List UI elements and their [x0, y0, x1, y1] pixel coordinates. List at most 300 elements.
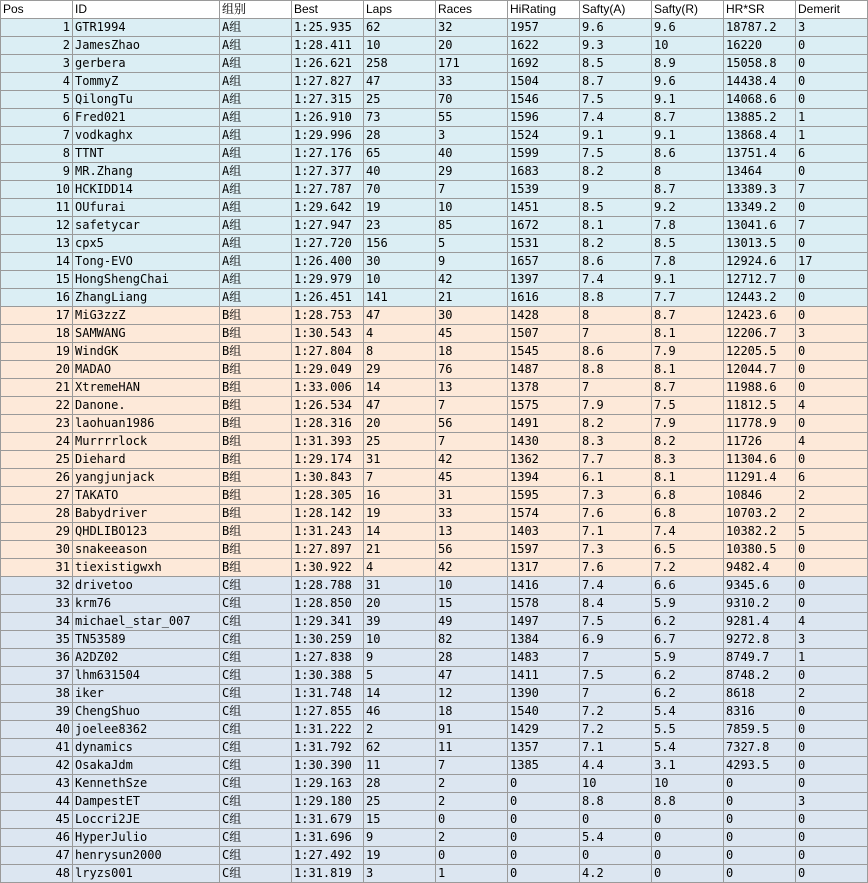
- cell-pos[interactable]: 26: [1, 469, 73, 487]
- cell-id[interactable]: TommyZ: [73, 73, 220, 91]
- cell-best[interactable]: 1:29.979: [292, 271, 364, 289]
- cell-pos[interactable]: 46: [1, 829, 73, 847]
- cell-laps[interactable]: 14: [364, 379, 436, 397]
- cell-safty-a[interactable]: 8.7: [580, 73, 652, 91]
- cell-group[interactable]: A组: [220, 217, 292, 235]
- cell-group[interactable]: A组: [220, 289, 292, 307]
- cell-demerit[interactable]: 0: [796, 577, 868, 595]
- cell-safty-r[interactable]: 9.1: [652, 127, 724, 145]
- header-hirating[interactable]: HiRating: [508, 1, 580, 19]
- cell-best[interactable]: 1:29.180: [292, 793, 364, 811]
- cell-safty-r[interactable]: 8.9: [652, 55, 724, 73]
- cell-safty-r[interactable]: 8.1: [652, 361, 724, 379]
- cell-hr-sr[interactable]: 0: [724, 793, 796, 811]
- cell-best[interactable]: 1:26.451: [292, 289, 364, 307]
- cell-races[interactable]: 85: [436, 217, 508, 235]
- cell-laps[interactable]: 25: [364, 433, 436, 451]
- cell-id[interactable]: michael_star_007: [73, 613, 220, 631]
- cell-id[interactable]: vodkaghx: [73, 127, 220, 145]
- cell-races[interactable]: 33: [436, 505, 508, 523]
- cell-best[interactable]: 1:28.850: [292, 595, 364, 613]
- cell-group[interactable]: A组: [220, 271, 292, 289]
- cell-group[interactable]: A组: [220, 253, 292, 271]
- cell-safty-r[interactable]: 0: [652, 865, 724, 883]
- cell-demerit[interactable]: 0: [796, 559, 868, 577]
- cell-hr-sr[interactable]: 15058.8: [724, 55, 796, 73]
- cell-best[interactable]: 1:27.492: [292, 847, 364, 865]
- cell-id[interactable]: A2DZ02: [73, 649, 220, 667]
- cell-hr-sr[interactable]: 13041.6: [724, 217, 796, 235]
- cell-group[interactable]: B组: [220, 541, 292, 559]
- cell-safty-a[interactable]: 9.6: [580, 19, 652, 37]
- cell-id[interactable]: TTNT: [73, 145, 220, 163]
- cell-id[interactable]: KennethSze: [73, 775, 220, 793]
- cell-races[interactable]: 13: [436, 379, 508, 397]
- cell-safty-r[interactable]: 9.1: [652, 271, 724, 289]
- cell-demerit[interactable]: 0: [796, 361, 868, 379]
- cell-races[interactable]: 7: [436, 397, 508, 415]
- cell-id[interactable]: tiexistigwxh: [73, 559, 220, 577]
- cell-hr-sr[interactable]: 11304.6: [724, 451, 796, 469]
- cell-demerit[interactable]: 4: [796, 433, 868, 451]
- cell-safty-a[interactable]: 6.9: [580, 631, 652, 649]
- cell-safty-a[interactable]: 7.9: [580, 397, 652, 415]
- cell-safty-r[interactable]: 9.1: [652, 91, 724, 109]
- cell-id[interactable]: Tong-EVO: [73, 253, 220, 271]
- cell-safty-a[interactable]: 6.1: [580, 469, 652, 487]
- cell-hr-sr[interactable]: 7327.8: [724, 739, 796, 757]
- cell-demerit[interactable]: 0: [796, 235, 868, 253]
- cell-pos[interactable]: 2: [1, 37, 73, 55]
- cell-group[interactable]: C组: [220, 577, 292, 595]
- cell-races[interactable]: 21: [436, 289, 508, 307]
- cell-best[interactable]: 1:27.897: [292, 541, 364, 559]
- cell-races[interactable]: 0: [436, 847, 508, 865]
- cell-safty-r[interactable]: 8.6: [652, 145, 724, 163]
- cell-best[interactable]: 1:27.720: [292, 235, 364, 253]
- cell-safty-r[interactable]: 8.1: [652, 469, 724, 487]
- cell-safty-r[interactable]: 5.9: [652, 649, 724, 667]
- cell-pos[interactable]: 47: [1, 847, 73, 865]
- cell-safty-r[interactable]: 8.7: [652, 181, 724, 199]
- cell-hr-sr[interactable]: 12206.7: [724, 325, 796, 343]
- cell-pos[interactable]: 33: [1, 595, 73, 613]
- cell-laps[interactable]: 4: [364, 325, 436, 343]
- cell-id[interactable]: snakeeason: [73, 541, 220, 559]
- cell-group[interactable]: B组: [220, 505, 292, 523]
- cell-safty-a[interactable]: 7.4: [580, 271, 652, 289]
- cell-group[interactable]: A组: [220, 235, 292, 253]
- cell-demerit[interactable]: 0: [796, 865, 868, 883]
- cell-pos[interactable]: 3: [1, 55, 73, 73]
- cell-demerit[interactable]: 0: [796, 757, 868, 775]
- cell-safty-a[interactable]: 7.5: [580, 613, 652, 631]
- cell-safty-r[interactable]: 8.7: [652, 379, 724, 397]
- cell-demerit[interactable]: 0: [796, 271, 868, 289]
- cell-hirating[interactable]: 0: [508, 847, 580, 865]
- cell-best[interactable]: 1:31.222: [292, 721, 364, 739]
- cell-laps[interactable]: 25: [364, 793, 436, 811]
- cell-safty-r[interactable]: 9.2: [652, 199, 724, 217]
- cell-id[interactable]: Diehard: [73, 451, 220, 469]
- cell-group[interactable]: C组: [220, 811, 292, 829]
- cell-laps[interactable]: 20: [364, 415, 436, 433]
- cell-best[interactable]: 1:33.006: [292, 379, 364, 397]
- cell-pos[interactable]: 4: [1, 73, 73, 91]
- cell-races[interactable]: 56: [436, 541, 508, 559]
- cell-safty-r[interactable]: 6.2: [652, 613, 724, 631]
- cell-safty-r[interactable]: 7.8: [652, 217, 724, 235]
- cell-group[interactable]: A组: [220, 181, 292, 199]
- cell-group[interactable]: B组: [220, 451, 292, 469]
- cell-safty-a[interactable]: 7.5: [580, 91, 652, 109]
- cell-pos[interactable]: 37: [1, 667, 73, 685]
- cell-safty-r[interactable]: 0: [652, 811, 724, 829]
- cell-safty-r[interactable]: 6.5: [652, 541, 724, 559]
- cell-group[interactable]: C组: [220, 685, 292, 703]
- cell-pos[interactable]: 18: [1, 325, 73, 343]
- cell-safty-a[interactable]: 8.8: [580, 793, 652, 811]
- header-best[interactable]: Best: [292, 1, 364, 19]
- cell-hirating[interactable]: 1578: [508, 595, 580, 613]
- cell-safty-a[interactable]: 7.3: [580, 541, 652, 559]
- cell-safty-a[interactable]: 8.1: [580, 217, 652, 235]
- header-pos[interactable]: Pos: [1, 1, 73, 19]
- cell-id[interactable]: Danone.: [73, 397, 220, 415]
- cell-pos[interactable]: 30: [1, 541, 73, 559]
- cell-group[interactable]: A组: [220, 127, 292, 145]
- cell-best[interactable]: 1:28.411: [292, 37, 364, 55]
- cell-hr-sr[interactable]: 7859.5: [724, 721, 796, 739]
- cell-best[interactable]: 1:29.642: [292, 199, 364, 217]
- cell-hr-sr[interactable]: 13389.3: [724, 181, 796, 199]
- cell-group[interactable]: A组: [220, 163, 292, 181]
- cell-group[interactable]: B组: [220, 559, 292, 577]
- cell-races[interactable]: 3: [436, 127, 508, 145]
- cell-id[interactable]: drivetoo: [73, 577, 220, 595]
- cell-laps[interactable]: 16: [364, 487, 436, 505]
- cell-laps[interactable]: 10: [364, 37, 436, 55]
- header-safty-a[interactable]: Safty(A): [580, 1, 652, 19]
- cell-pos[interactable]: 9: [1, 163, 73, 181]
- cell-group[interactable]: C组: [220, 703, 292, 721]
- cell-best[interactable]: 1:31.819: [292, 865, 364, 883]
- cell-races[interactable]: 45: [436, 469, 508, 487]
- cell-safty-a[interactable]: 4.2: [580, 865, 652, 883]
- cell-laps[interactable]: 62: [364, 19, 436, 37]
- cell-demerit[interactable]: 0: [796, 91, 868, 109]
- cell-demerit[interactable]: 0: [796, 163, 868, 181]
- cell-demerit[interactable]: 0: [796, 289, 868, 307]
- cell-best[interactable]: 1:31.748: [292, 685, 364, 703]
- cell-demerit[interactable]: 2: [796, 685, 868, 703]
- cell-hirating[interactable]: 1546: [508, 91, 580, 109]
- cell-id[interactable]: QHDLIBO123: [73, 523, 220, 541]
- cell-pos[interactable]: 17: [1, 307, 73, 325]
- cell-laps[interactable]: 47: [364, 397, 436, 415]
- cell-safty-a[interactable]: 5.4: [580, 829, 652, 847]
- cell-races[interactable]: 7: [436, 433, 508, 451]
- cell-laps[interactable]: 156: [364, 235, 436, 253]
- cell-laps[interactable]: 28: [364, 775, 436, 793]
- cell-hirating[interactable]: 1507: [508, 325, 580, 343]
- cell-hirating[interactable]: 1362: [508, 451, 580, 469]
- cell-demerit[interactable]: 3: [796, 793, 868, 811]
- cell-best[interactable]: 1:27.827: [292, 73, 364, 91]
- cell-group[interactable]: B组: [220, 361, 292, 379]
- cell-hr-sr[interactable]: 0: [724, 829, 796, 847]
- cell-hr-sr[interactable]: 0: [724, 847, 796, 865]
- cell-best[interactable]: 1:27.838: [292, 649, 364, 667]
- cell-pos[interactable]: 8: [1, 145, 73, 163]
- cell-demerit[interactable]: 4: [796, 397, 868, 415]
- cell-best[interactable]: 1:27.947: [292, 217, 364, 235]
- cell-hirating[interactable]: 1357: [508, 739, 580, 757]
- cell-safty-r[interactable]: 0: [652, 829, 724, 847]
- cell-laps[interactable]: 31: [364, 577, 436, 595]
- cell-group[interactable]: C组: [220, 721, 292, 739]
- cell-hirating[interactable]: 1672: [508, 217, 580, 235]
- cell-safty-a[interactable]: 8.8: [580, 361, 652, 379]
- cell-id[interactable]: Murrrrlock: [73, 433, 220, 451]
- cell-id[interactable]: HongShengChai: [73, 271, 220, 289]
- cell-id[interactable]: HyperJulio: [73, 829, 220, 847]
- cell-laps[interactable]: 3: [364, 865, 436, 883]
- cell-id[interactable]: lryzs001: [73, 865, 220, 883]
- cell-id[interactable]: DampestET: [73, 793, 220, 811]
- cell-best[interactable]: 1:30.390: [292, 757, 364, 775]
- cell-best[interactable]: 1:29.996: [292, 127, 364, 145]
- cell-hr-sr[interactable]: 10382.2: [724, 523, 796, 541]
- cell-group[interactable]: B组: [220, 433, 292, 451]
- cell-demerit[interactable]: 0: [796, 541, 868, 559]
- cell-hr-sr[interactable]: 13868.4: [724, 127, 796, 145]
- cell-hr-sr[interactable]: 4293.5: [724, 757, 796, 775]
- cell-safty-r[interactable]: 8: [652, 163, 724, 181]
- cell-safty-a[interactable]: 7.5: [580, 667, 652, 685]
- cell-demerit[interactable]: 5: [796, 523, 868, 541]
- cell-races[interactable]: 2: [436, 775, 508, 793]
- cell-demerit[interactable]: 2: [796, 487, 868, 505]
- cell-laps[interactable]: 258: [364, 55, 436, 73]
- cell-races[interactable]: 7: [436, 757, 508, 775]
- cell-group[interactable]: C组: [220, 757, 292, 775]
- cell-races[interactable]: 29: [436, 163, 508, 181]
- cell-group[interactable]: A组: [220, 55, 292, 73]
- cell-hr-sr[interactable]: 9281.4: [724, 613, 796, 631]
- cell-hirating[interactable]: 1504: [508, 73, 580, 91]
- cell-demerit[interactable]: 1: [796, 127, 868, 145]
- cell-demerit[interactable]: 17: [796, 253, 868, 271]
- cell-demerit[interactable]: 3: [796, 325, 868, 343]
- cell-safty-r[interactable]: 5.9: [652, 595, 724, 613]
- cell-safty-a[interactable]: 8: [580, 307, 652, 325]
- cell-hr-sr[interactable]: 16220: [724, 37, 796, 55]
- cell-races[interactable]: 42: [436, 451, 508, 469]
- cell-safty-a[interactable]: 8.5: [580, 199, 652, 217]
- cell-safty-r[interactable]: 6.2: [652, 685, 724, 703]
- header-races[interactable]: Races: [436, 1, 508, 19]
- cell-group[interactable]: A组: [220, 199, 292, 217]
- cell-safty-r[interactable]: 7.4: [652, 523, 724, 541]
- cell-races[interactable]: 11: [436, 739, 508, 757]
- cell-safty-r[interactable]: 8.5: [652, 235, 724, 253]
- cell-safty-a[interactable]: 7: [580, 325, 652, 343]
- cell-best[interactable]: 1:27.804: [292, 343, 364, 361]
- cell-safty-a[interactable]: 8.6: [580, 343, 652, 361]
- cell-best[interactable]: 1:27.176: [292, 145, 364, 163]
- cell-safty-a[interactable]: 8.5: [580, 55, 652, 73]
- cell-races[interactable]: 18: [436, 343, 508, 361]
- cell-best[interactable]: 1:30.922: [292, 559, 364, 577]
- cell-group[interactable]: B组: [220, 379, 292, 397]
- cell-id[interactable]: Babydriver: [73, 505, 220, 523]
- cell-hirating[interactable]: 1545: [508, 343, 580, 361]
- cell-hirating[interactable]: 1491: [508, 415, 580, 433]
- cell-pos[interactable]: 11: [1, 199, 73, 217]
- cell-group[interactable]: C组: [220, 631, 292, 649]
- cell-pos[interactable]: 22: [1, 397, 73, 415]
- cell-races[interactable]: 82: [436, 631, 508, 649]
- cell-group[interactable]: A组: [220, 145, 292, 163]
- cell-hirating[interactable]: 1487: [508, 361, 580, 379]
- cell-best[interactable]: 1:26.534: [292, 397, 364, 415]
- cell-pos[interactable]: 31: [1, 559, 73, 577]
- cell-safty-r[interactable]: 0: [652, 847, 724, 865]
- cell-hr-sr[interactable]: 0: [724, 865, 796, 883]
- cell-hr-sr[interactable]: 10703.2: [724, 505, 796, 523]
- cell-hr-sr[interactable]: 14438.4: [724, 73, 796, 91]
- cell-laps[interactable]: 40: [364, 163, 436, 181]
- cell-group[interactable]: C组: [220, 829, 292, 847]
- cell-hr-sr[interactable]: 11778.9: [724, 415, 796, 433]
- cell-pos[interactable]: 1: [1, 19, 73, 37]
- cell-safty-r[interactable]: 6.2: [652, 667, 724, 685]
- cell-safty-r[interactable]: 10: [652, 37, 724, 55]
- cell-hirating[interactable]: 1394: [508, 469, 580, 487]
- cell-laps[interactable]: 30: [364, 253, 436, 271]
- cell-safty-r[interactable]: 10: [652, 775, 724, 793]
- cell-best[interactable]: 1:26.400: [292, 253, 364, 271]
- cell-best[interactable]: 1:28.142: [292, 505, 364, 523]
- cell-safty-a[interactable]: 7.6: [580, 505, 652, 523]
- cell-id[interactable]: ChengShuo: [73, 703, 220, 721]
- cell-group[interactable]: A组: [220, 73, 292, 91]
- cell-best[interactable]: 1:27.855: [292, 703, 364, 721]
- cell-id[interactable]: Fred021: [73, 109, 220, 127]
- cell-hr-sr[interactable]: 9310.2: [724, 595, 796, 613]
- cell-safty-r[interactable]: 7.9: [652, 343, 724, 361]
- cell-id[interactable]: iker: [73, 685, 220, 703]
- cell-group[interactable]: A组: [220, 37, 292, 55]
- cell-group[interactable]: C组: [220, 865, 292, 883]
- cell-races[interactable]: 28: [436, 649, 508, 667]
- cell-laps[interactable]: 15: [364, 811, 436, 829]
- cell-pos[interactable]: 14: [1, 253, 73, 271]
- cell-races[interactable]: 9: [436, 253, 508, 271]
- cell-best[interactable]: 1:30.388: [292, 667, 364, 685]
- cell-safty-a[interactable]: 9.3: [580, 37, 652, 55]
- cell-laps[interactable]: 14: [364, 685, 436, 703]
- cell-group[interactable]: C组: [220, 847, 292, 865]
- cell-pos[interactable]: 5: [1, 91, 73, 109]
- cell-laps[interactable]: 73: [364, 109, 436, 127]
- cell-laps[interactable]: 25: [364, 91, 436, 109]
- cell-id[interactable]: WindGK: [73, 343, 220, 361]
- cell-demerit[interactable]: 0: [796, 37, 868, 55]
- cell-safty-a[interactable]: 7.2: [580, 703, 652, 721]
- cell-best[interactable]: 1:29.174: [292, 451, 364, 469]
- cell-safty-a[interactable]: 7.6: [580, 559, 652, 577]
- cell-hr-sr[interactable]: 9345.6: [724, 577, 796, 595]
- cell-demerit[interactable]: 0: [796, 595, 868, 613]
- cell-races[interactable]: 5: [436, 235, 508, 253]
- cell-races[interactable]: 31: [436, 487, 508, 505]
- cell-safty-a[interactable]: 7: [580, 649, 652, 667]
- cell-safty-a[interactable]: 8.3: [580, 433, 652, 451]
- cell-hirating[interactable]: 1540: [508, 703, 580, 721]
- cell-safty-a[interactable]: 7.1: [580, 739, 652, 757]
- cell-hirating[interactable]: 1597: [508, 541, 580, 559]
- cell-hr-sr[interactable]: 12924.6: [724, 253, 796, 271]
- cell-races[interactable]: 55: [436, 109, 508, 127]
- cell-best[interactable]: 1:30.543: [292, 325, 364, 343]
- cell-hirating[interactable]: 0: [508, 865, 580, 883]
- cell-hr-sr[interactable]: 9272.8: [724, 631, 796, 649]
- cell-laps[interactable]: 47: [364, 73, 436, 91]
- cell-pos[interactable]: 34: [1, 613, 73, 631]
- cell-hirating[interactable]: 1429: [508, 721, 580, 739]
- cell-laps[interactable]: 20: [364, 595, 436, 613]
- cell-hr-sr[interactable]: 13349.2: [724, 199, 796, 217]
- cell-hirating[interactable]: 1683: [508, 163, 580, 181]
- cell-safty-r[interactable]: 8.3: [652, 451, 724, 469]
- cell-pos[interactable]: 16: [1, 289, 73, 307]
- cell-best[interactable]: 1:28.753: [292, 307, 364, 325]
- cell-races[interactable]: 33: [436, 73, 508, 91]
- cell-best[interactable]: 1:26.910: [292, 109, 364, 127]
- cell-group[interactable]: C组: [220, 739, 292, 757]
- cell-best[interactable]: 1:27.787: [292, 181, 364, 199]
- cell-safty-r[interactable]: 9.6: [652, 73, 724, 91]
- cell-hirating[interactable]: 1497: [508, 613, 580, 631]
- cell-id[interactable]: henrysun2000: [73, 847, 220, 865]
- cell-id[interactable]: QilongTu: [73, 91, 220, 109]
- cell-hr-sr[interactable]: 13013.5: [724, 235, 796, 253]
- cell-id[interactable]: MiG3zzZ: [73, 307, 220, 325]
- cell-hr-sr[interactable]: 11812.5: [724, 397, 796, 415]
- cell-hirating[interactable]: 1411: [508, 667, 580, 685]
- cell-pos[interactable]: 41: [1, 739, 73, 757]
- cell-hirating[interactable]: 1451: [508, 199, 580, 217]
- cell-demerit[interactable]: 0: [796, 451, 868, 469]
- cell-pos[interactable]: 27: [1, 487, 73, 505]
- cell-hr-sr[interactable]: 11726: [724, 433, 796, 451]
- cell-demerit[interactable]: 0: [796, 73, 868, 91]
- cell-safty-r[interactable]: 6.8: [652, 505, 724, 523]
- cell-best[interactable]: 1:27.315: [292, 91, 364, 109]
- cell-pos[interactable]: 40: [1, 721, 73, 739]
- cell-laps[interactable]: 5: [364, 667, 436, 685]
- cell-laps[interactable]: 141: [364, 289, 436, 307]
- cell-safty-r[interactable]: 8.2: [652, 433, 724, 451]
- cell-safty-r[interactable]: 5.4: [652, 739, 724, 757]
- cell-races[interactable]: 0: [436, 811, 508, 829]
- cell-hr-sr[interactable]: 13464: [724, 163, 796, 181]
- cell-hirating[interactable]: 1622: [508, 37, 580, 55]
- cell-group[interactable]: B组: [220, 415, 292, 433]
- cell-races[interactable]: 49: [436, 613, 508, 631]
